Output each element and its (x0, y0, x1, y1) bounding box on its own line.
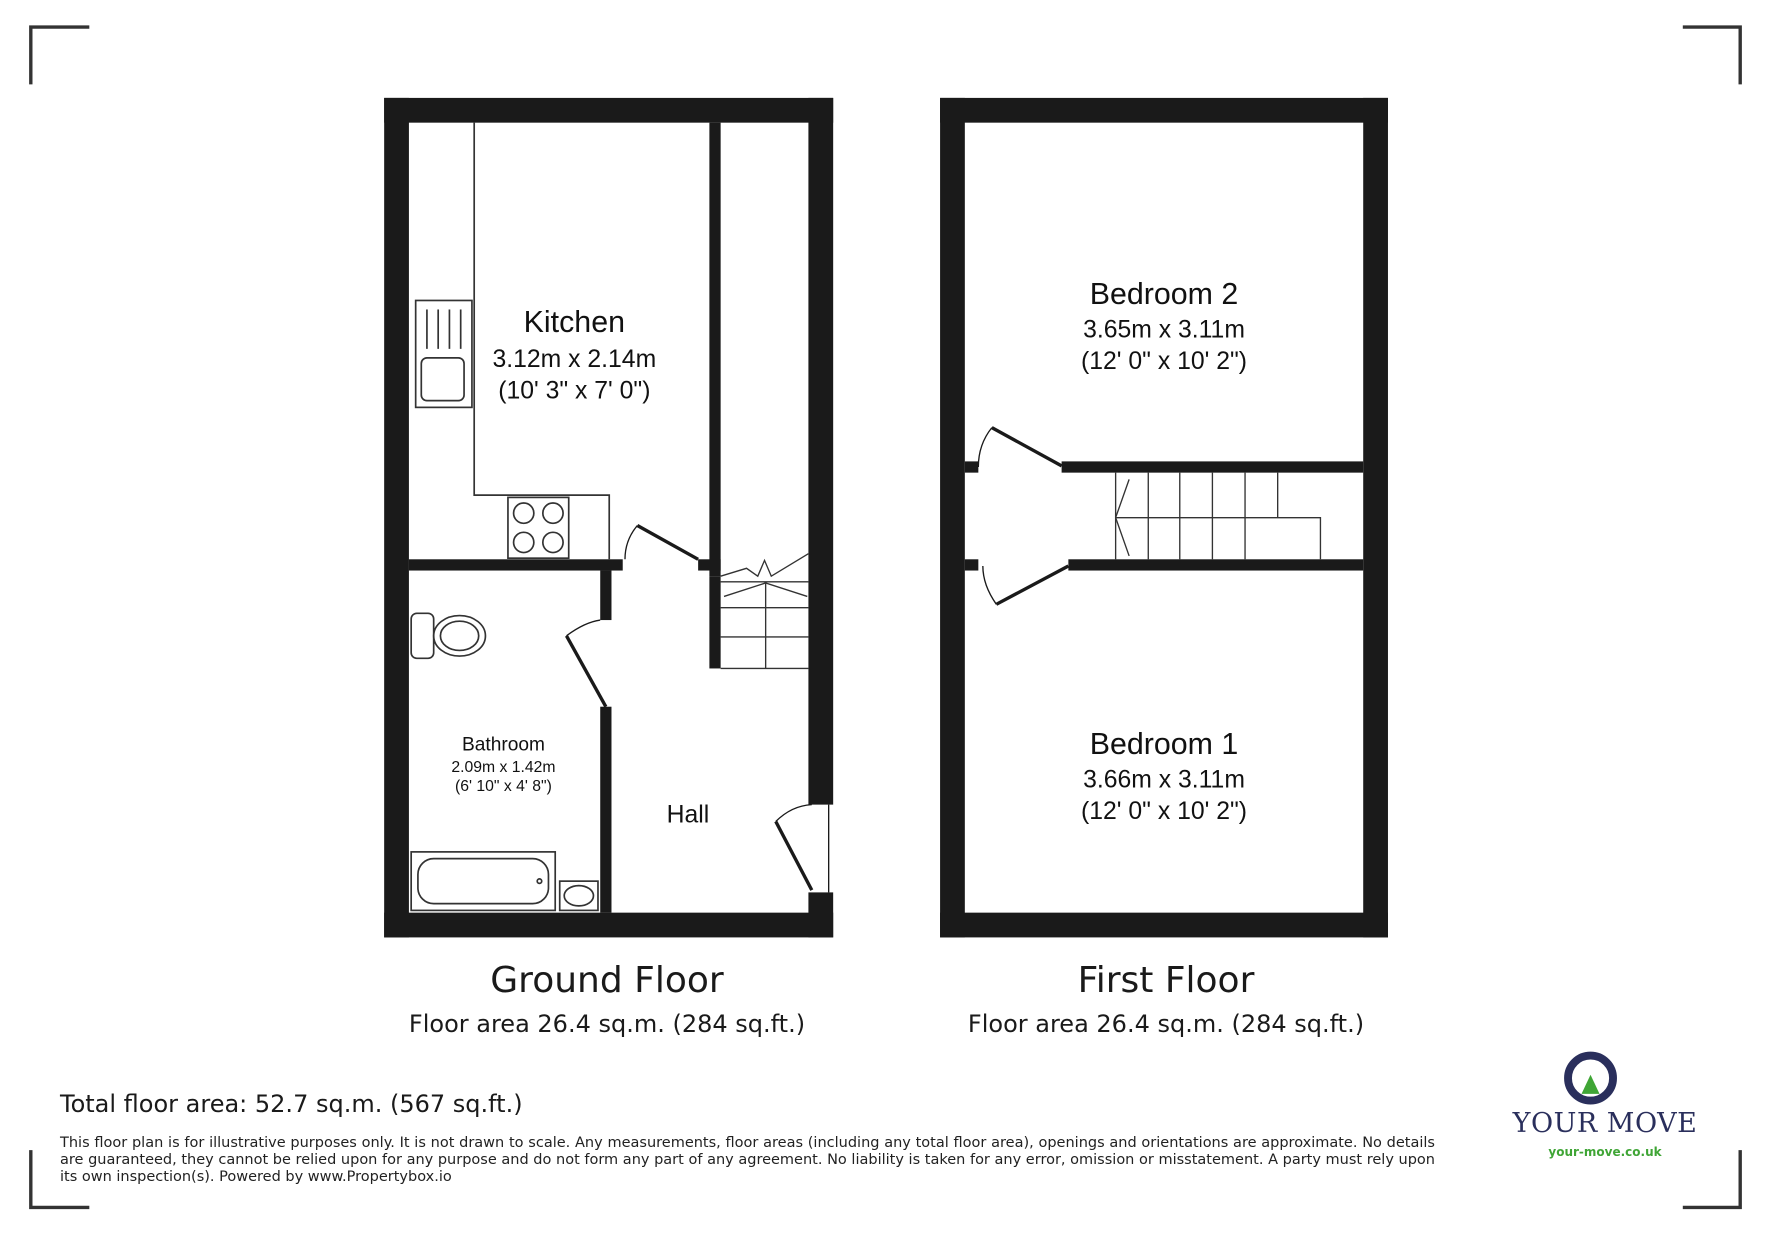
total-floor-area: Total floor area: 52.7 sq.m. (567 sq.ft.) (60, 1090, 523, 1118)
kitchen-worktop (474, 123, 609, 560)
bedroom-1-door (983, 566, 1069, 604)
ground-floor-area: Floor area 26.4 sq.m. (284 sq.ft.) (408, 1010, 806, 1038)
first-floor-area: Floor area 26.4 sq.m. (284 sq.ft.) (967, 1010, 1365, 1038)
bathroom-name: Bathroom (461, 734, 545, 756)
kitchen-hob (508, 497, 569, 558)
ground-floor-title: Ground Floor (490, 960, 724, 1001)
your-move-logo-text: YOUR MOVE (1512, 1108, 1698, 1139)
kitchen-sink (416, 300, 472, 407)
bathroom-basin (560, 881, 598, 910)
your-move-logo-icon (1568, 1056, 1613, 1101)
ground-floor-plan (384, 98, 833, 938)
disclaimer-text: This floor plan is for illustrative purposes only. It is not drawn to scale. Any measurements, floor areas (including any total floor area), openings and orientations are approximate. No details are guaranteed, they cannot be relied upon for any purpose and do not form any part of any agreement. No liability is taken for any error, omission or misstatement. A party must rely upon its own inspection(s). Powered by www.Propertybox.io (60, 1135, 1435, 1185)
hall-name: Hall (666, 801, 710, 829)
bathroom-toilet (411, 613, 485, 658)
first-floor-stairs (1116, 473, 1321, 560)
bedroom-1-metric: 3.66m x 3.11m (1083, 766, 1245, 794)
bedroom-1-imperial: (12' 0" x 10' 2") (1081, 798, 1248, 826)
kitchen-door (625, 526, 698, 560)
bedroom-1-name: Bedroom 1 (1089, 726, 1239, 761)
crop-mark-top-left (31, 27, 90, 84)
bedroom-2-metric: 3.65m x 3.11m (1083, 316, 1245, 344)
your-move-url: your-move.co.uk (1548, 1145, 1662, 1159)
front-door (776, 805, 829, 893)
ground-floor-stairs (721, 554, 809, 669)
first-floor-title: First Floor (1077, 960, 1255, 1001)
crop-mark-top-right (1683, 27, 1740, 84)
bedroom-2-imperial: (12' 0" x 10' 2") (1081, 348, 1248, 376)
kitchen-metric: 3.12m x 2.14m (492, 345, 657, 373)
bathroom-metric: 2.09m x 1.42m (451, 758, 556, 776)
bedroom-2-name: Bedroom 2 (1089, 276, 1239, 311)
bedroom-2-door (978, 428, 1061, 467)
kitchen-name: Kitchen (523, 304, 626, 339)
bathroom-imperial: (6' 10" x 4' 8") (455, 778, 552, 796)
first-floor-plan (940, 98, 1388, 938)
bathroom-door (566, 620, 605, 707)
bathroom-bath (411, 852, 555, 911)
kitchen-imperial: (10' 3" x 7' 0") (498, 377, 651, 405)
